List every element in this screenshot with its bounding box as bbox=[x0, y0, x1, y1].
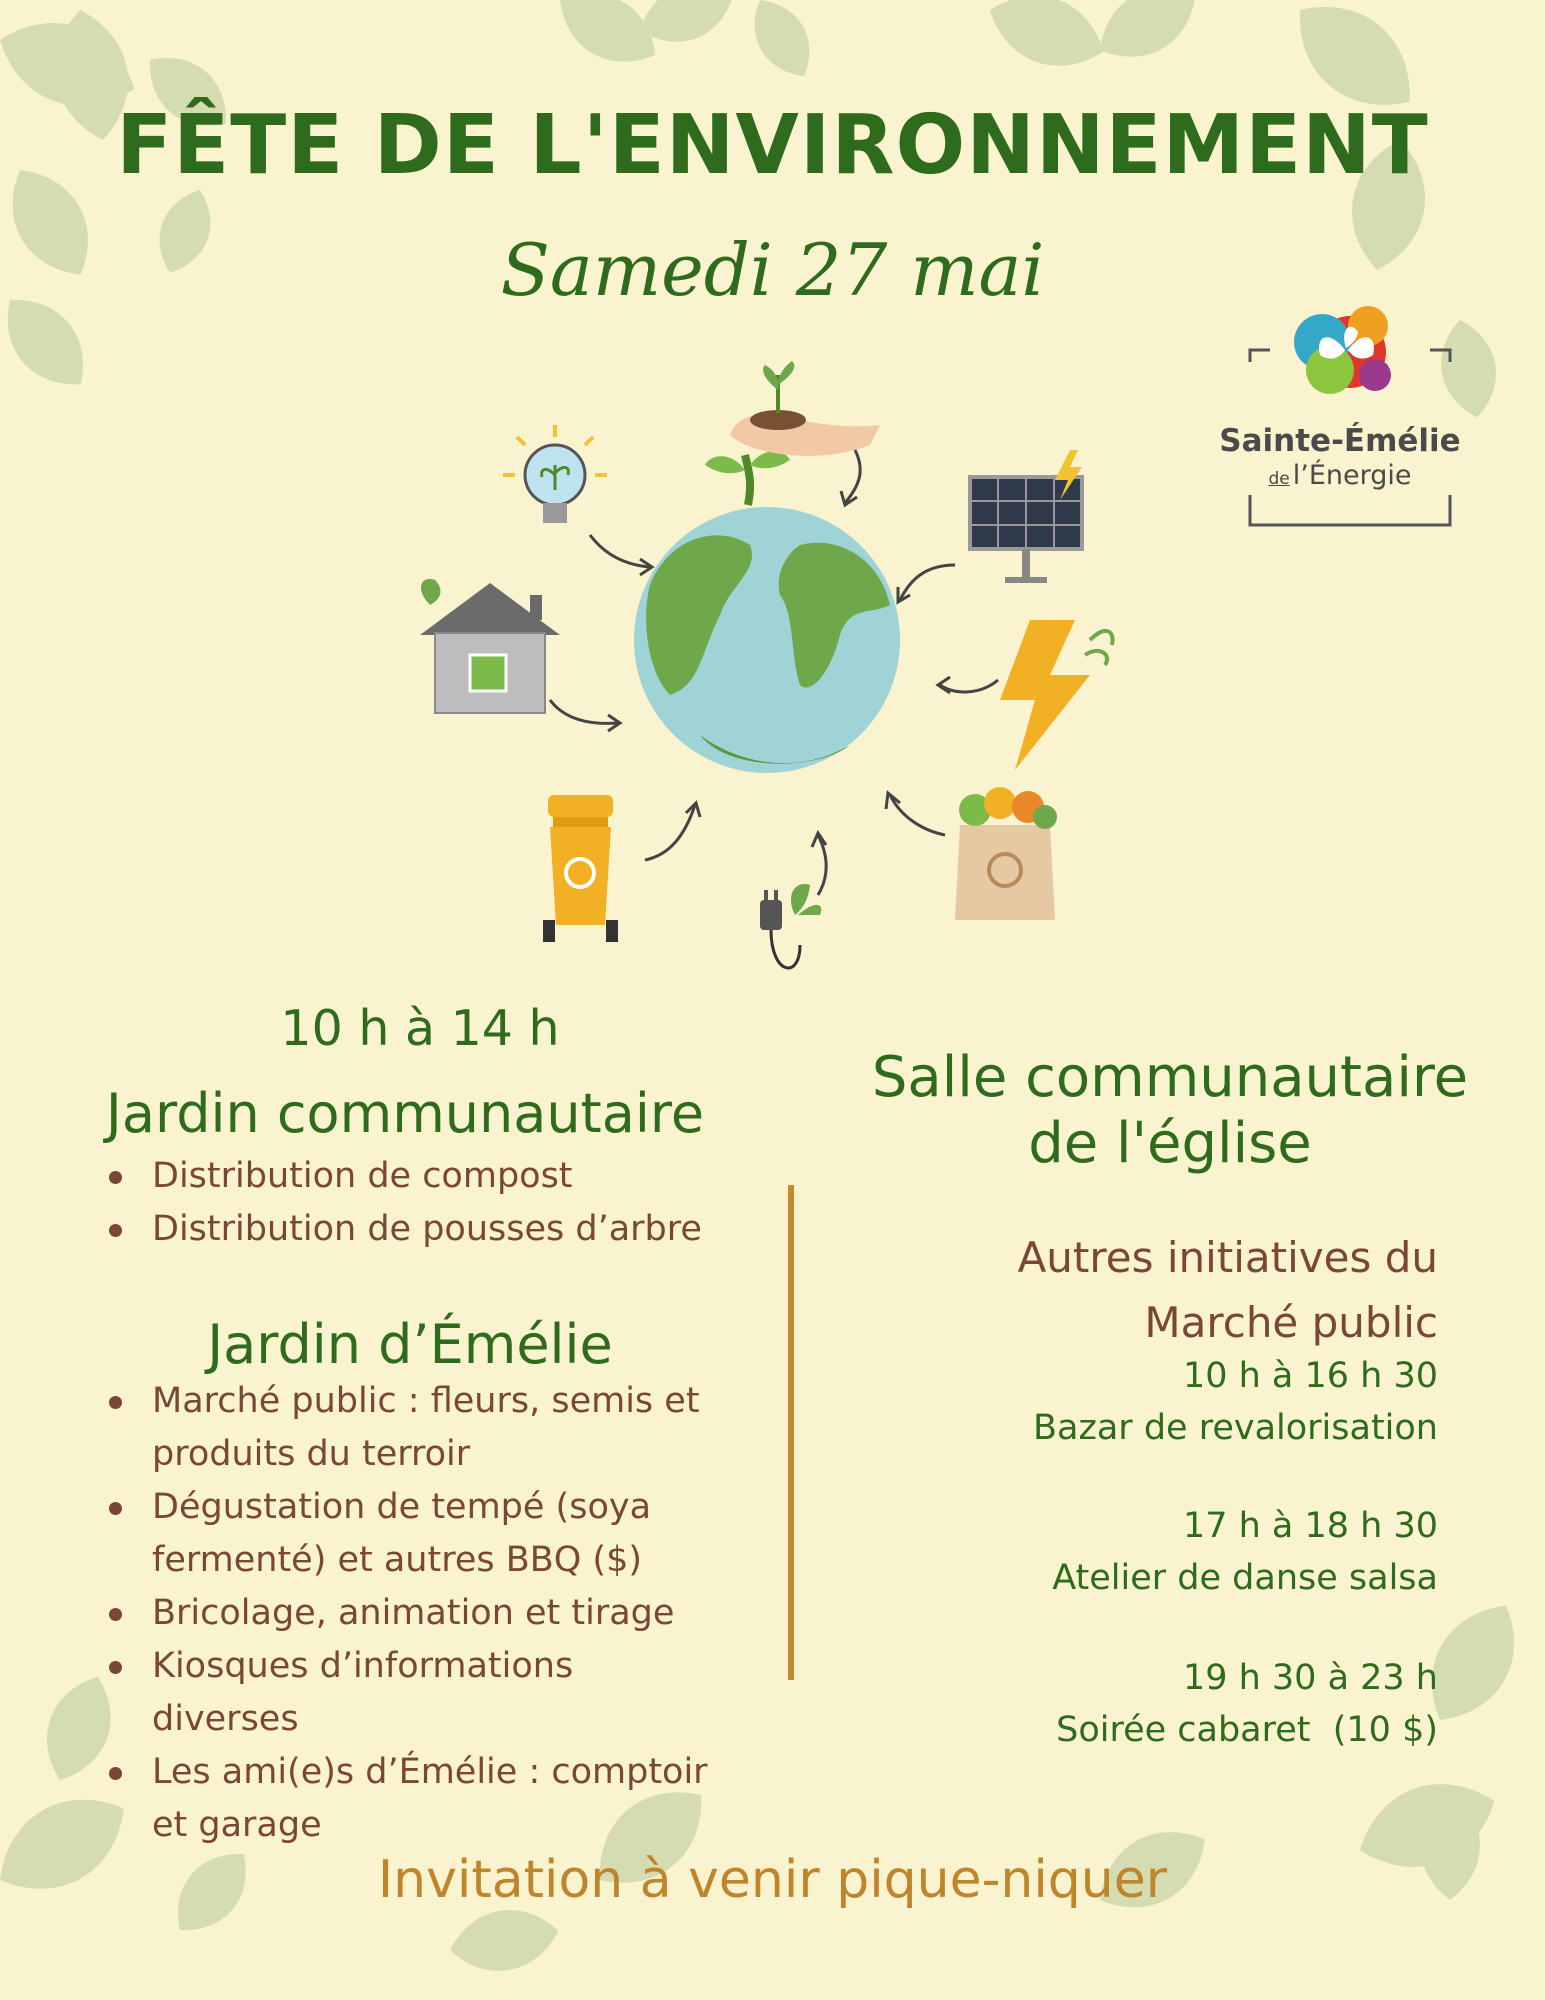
jardin-emelie-list bbox=[102, 1375, 722, 1852]
event-name: Atelier de danse salsa bbox=[1052, 1558, 1438, 1598]
list-item: Kiosques d’informations diverses bbox=[102, 1640, 722, 1746]
list-item: Dégustation de tempé (soya fermenté) et autres BBQ ($) bbox=[102, 1481, 722, 1587]
house-icon bbox=[420, 579, 560, 713]
other-initiatives-heading bbox=[870, 1225, 1438, 1355]
list-item: Bricolage, animation et tirage bbox=[102, 1587, 722, 1640]
event-time: 17 h à 18 h 30 bbox=[1182, 1506, 1438, 1546]
logo-emblem-icon bbox=[1190, 290, 1490, 535]
lightbulb-icon bbox=[503, 425, 607, 523]
column-divider bbox=[788, 1185, 794, 1680]
seedling-hand-icon bbox=[730, 361, 880, 456]
logo-prefix: de bbox=[1268, 469, 1290, 489]
event-name: Soirée cabaret (10 $) bbox=[1056, 1710, 1438, 1750]
event-name: Bazar de revalorisation bbox=[1033, 1408, 1438, 1448]
list-item: Marché public : fleurs, semis et produits du terroir bbox=[102, 1375, 722, 1481]
lightning-bolt-icon bbox=[1000, 620, 1113, 770]
solar-panel-icon bbox=[970, 450, 1082, 583]
logo-name-line2 bbox=[1190, 460, 1490, 491]
plug-plant-icon bbox=[760, 884, 821, 968]
logo-name-line1: Sainte-Émélie bbox=[1219, 423, 1461, 459]
municipality-logo bbox=[1190, 290, 1490, 535]
venue-heading bbox=[840, 1045, 1500, 1177]
event-time: 10 h à 16 h 30 bbox=[1182, 1356, 1438, 1396]
jardin-emelie-heading: Jardin d’Émélie bbox=[207, 1313, 613, 1376]
other-initiatives-line2: Marché public bbox=[1144, 1298, 1438, 1347]
list-item: Distribution de pousses d’arbre bbox=[102, 1203, 722, 1256]
recycling-bin-icon bbox=[543, 795, 618, 942]
earth-globe-icon bbox=[634, 451, 900, 773]
other-initiatives-line1: Autres initiatives du bbox=[1017, 1233, 1438, 1282]
event-item bbox=[870, 1500, 1438, 1604]
event-date: Samedi 27 mai bbox=[500, 228, 1045, 312]
environment-illustration bbox=[400, 355, 1160, 995]
grocery-bag-icon bbox=[955, 787, 1057, 920]
list-item: Les ami(e)s d’Émélie : comptoir et garage bbox=[102, 1746, 722, 1852]
page-title: FÊTE DE L'ENVIRONNEMENT bbox=[116, 98, 1429, 193]
event-item bbox=[870, 1350, 1438, 1454]
event-item bbox=[870, 1652, 1438, 1756]
picnic-invitation: Invitation à venir pique-niquer bbox=[377, 1850, 1168, 1910]
jardin-communautaire-heading: Jardin communautaire bbox=[105, 1082, 705, 1145]
venue-line2: de l'église bbox=[1028, 1111, 1312, 1176]
venue-line1: Salle communautaire bbox=[871, 1045, 1469, 1110]
jardin-communautaire-list bbox=[102, 1150, 722, 1256]
list-item: Distribution de compost bbox=[102, 1150, 722, 1203]
left-time: 10 h à 14 h bbox=[280, 1000, 560, 1057]
logo-suffix: l’Énergie bbox=[1292, 460, 1412, 491]
event-time: 19 h 30 à 23 h bbox=[1182, 1658, 1438, 1698]
